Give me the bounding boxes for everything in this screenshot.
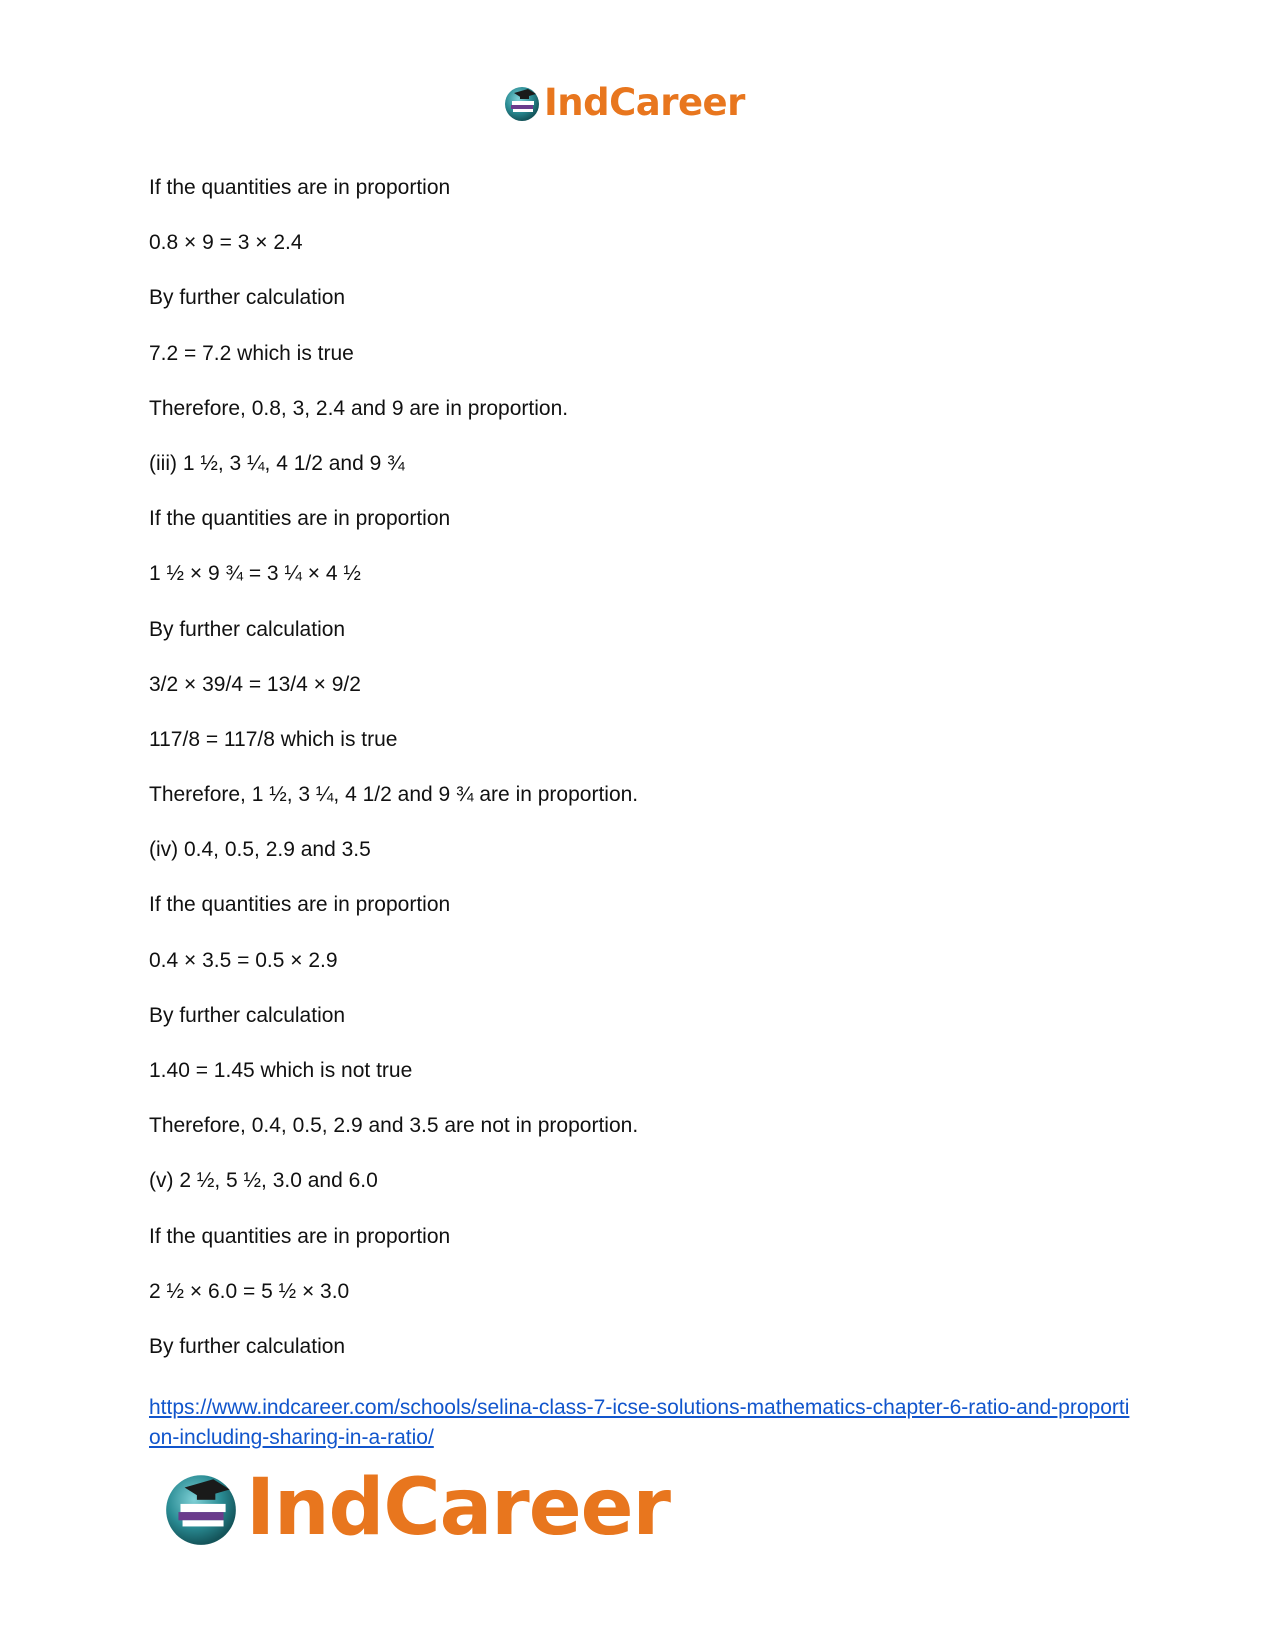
text-line: 117/8 = 117/8 which is true	[149, 727, 398, 751]
text-line: If the quantities are in proportion	[149, 176, 451, 199]
text-line: By further calculation	[149, 1003, 346, 1027]
text-line: 0.8 × 9 = 3 × 2.4	[149, 231, 303, 255]
footer-logo	[160, 1463, 670, 1553]
source-link[interactable]: https://www.indcareer.com/schools/selina-class-7-icse-solutions-mathematics-chapter-6-ratio-and-proportion-including-sharing-in-a-ratio/	[149, 1396, 1130, 1449]
text-line: By further calculation	[149, 286, 346, 310]
globe-book-cap-icon	[502, 83, 542, 123]
header-logo	[502, 80, 745, 126]
globe-book-cap-icon	[160, 1467, 242, 1549]
question-part-iii: (iii) 1 ½, 3 ¼, 4 1/2 and 9 ¾	[149, 451, 405, 475]
text-line: If the quantities are in proportion	[149, 893, 451, 917]
question-part-iv: (iv) 0.4, 0.5, 2.9 and 3.5	[149, 838, 371, 862]
logo-text: IndCareer	[246, 1463, 670, 1553]
text-line: Therefore, 1 ½, 3 ¼, 4 1/2 and 9 ¾ are in proportion.	[149, 783, 639, 807]
text-line: 1 ½ × 9 ¾ = 3 ¼ × 4 ½	[149, 562, 361, 586]
question-part-v: (v) 2 ½, 5 ½, 3.0 and 6.0	[149, 1169, 378, 1193]
text-line: Therefore, 0.8, 3, 2.4 and 9 are in proportion.	[149, 396, 569, 420]
text-line: By further calculation	[149, 617, 346, 641]
text-line: By further calculation	[149, 1334, 346, 1358]
text-line: 2 ½ × 6.0 = 5 ½ × 3.0	[149, 1279, 350, 1303]
logo-text: IndCareer	[544, 81, 745, 124]
text-line: 1.40 = 1.45 which is not true	[149, 1059, 413, 1082]
text-line: 7.2 = 7.2 which is true	[149, 341, 354, 365]
text-line: If the quantities are in proportion	[149, 507, 451, 531]
text-line: 0.4 × 3.5 = 0.5 × 2.9	[149, 948, 338, 972]
text-line: 3/2 × 39/4 = 13/4 × 9/2	[149, 672, 361, 696]
text-line: If the quantities are in proportion	[149, 1224, 451, 1248]
solution-body	[149, 176, 1149, 1390]
text-line: Therefore, 0.4, 0.5, 2.9 and 3.5 are not in proportion.	[149, 1114, 639, 1138]
